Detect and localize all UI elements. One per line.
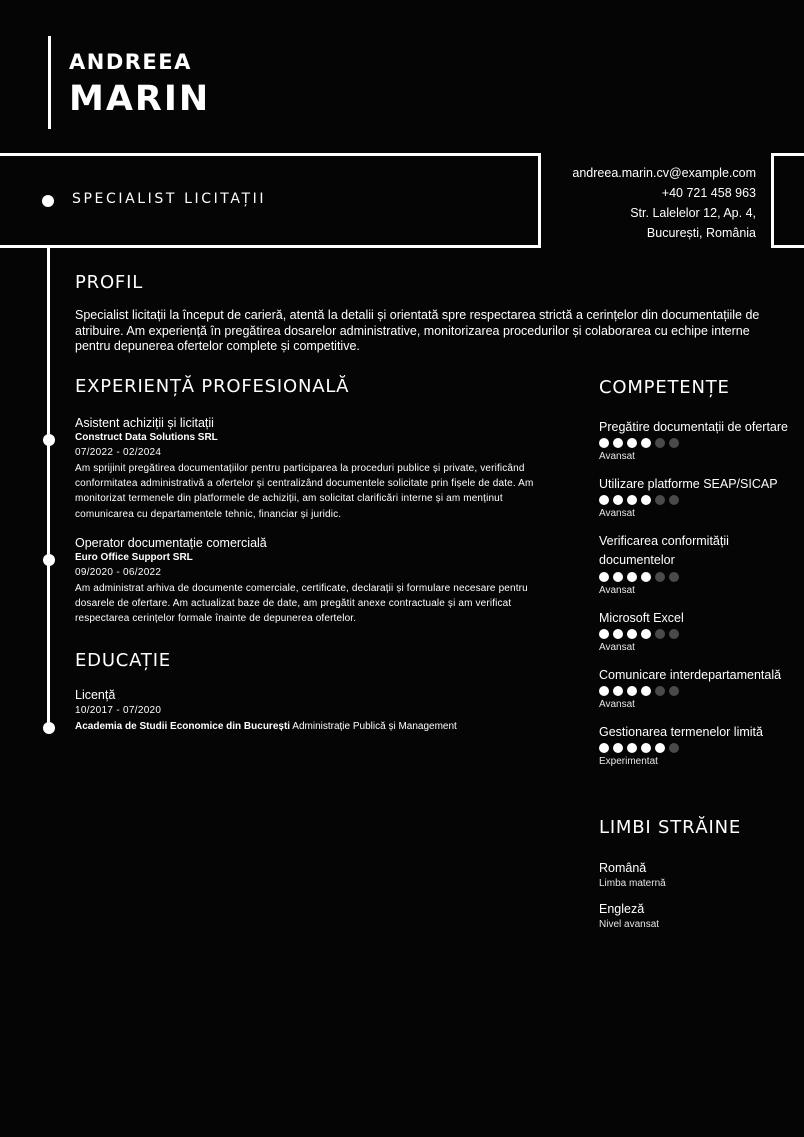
job-company: Euro Office Support SRL xyxy=(75,552,193,563)
languages-list xyxy=(599,860,799,942)
rating-dot-empty-icon xyxy=(669,629,679,639)
skill-name: Verificarea conformității documentelor xyxy=(599,534,729,567)
job-dates: 07/2022 - 02/2024 xyxy=(75,447,162,458)
skill-rating xyxy=(599,438,799,448)
rating-dot-filled-icon xyxy=(641,495,651,505)
rating-dot-filled-icon xyxy=(613,686,623,696)
section-title-skills: COMPETENȚE xyxy=(599,377,730,398)
rating-dot-filled-icon xyxy=(627,629,637,639)
skill-name: Microsoft Excel xyxy=(599,611,684,625)
job-role: Operator documentație comercială xyxy=(75,536,267,550)
section-title-experience: EXPERIENȚĂ PROFESIONALĂ xyxy=(75,376,350,397)
job-company: Construct Data Solutions SRL xyxy=(75,432,218,443)
skill-level: Avansat xyxy=(599,699,635,710)
education-institution-line xyxy=(75,719,575,735)
skills-list xyxy=(599,418,799,780)
skill-item xyxy=(599,532,799,598)
skill-rating xyxy=(599,629,799,639)
rating-dot-filled-icon xyxy=(613,495,623,505)
skill-item xyxy=(599,609,799,655)
experience-item xyxy=(75,535,555,627)
rating-dot-empty-icon xyxy=(655,572,665,582)
rating-dot-filled-icon xyxy=(599,495,609,505)
section-title-languages: LIMBI STRĂINE xyxy=(599,817,742,838)
rating-dot-empty-icon xyxy=(669,438,679,448)
contact-email[interactable]: andreea.marin.cv@example.com xyxy=(572,166,756,180)
language-item xyxy=(599,901,799,932)
rating-dot-filled-icon xyxy=(599,438,609,448)
skill-level: Experimentat xyxy=(599,756,658,767)
education-degree: Licență xyxy=(75,688,116,702)
timeline-line xyxy=(47,247,50,729)
rating-dot-filled-icon xyxy=(641,686,651,696)
language-level: Limba maternă xyxy=(599,878,666,889)
job-description: Am sprijinit pregătirea documentațiilor pentru participarea la proceduri publice și private, verificând conformitatea administrativă a ofertelor și centralizând documentele solicitate prin fișele de date. Am monitorizat termenele din platformele de achiziții, am solicitat clarificări interne și am menținut comunicarea cu departamentele tehnic, financiar și juridic. xyxy=(75,463,534,520)
rating-dot-empty-icon xyxy=(669,572,679,582)
language-level: Nivel avansat xyxy=(599,919,660,930)
contact-block xyxy=(572,163,756,243)
rating-dot-filled-icon xyxy=(599,572,609,582)
education-item xyxy=(75,687,575,735)
rating-dot-filled-icon xyxy=(599,686,609,696)
skill-item xyxy=(599,475,799,521)
rating-dot-filled-icon xyxy=(655,743,665,753)
rating-dot-filled-icon xyxy=(641,438,651,448)
rating-dot-empty-icon xyxy=(655,438,665,448)
language-name: Română xyxy=(599,861,647,875)
rating-dot-filled-icon xyxy=(627,686,637,696)
rating-dot-empty-icon xyxy=(669,686,679,696)
job-dates: 09/2020 - 06/2022 xyxy=(75,567,162,578)
skill-item xyxy=(599,666,799,712)
rating-dot-empty-icon xyxy=(669,743,679,753)
skill-item xyxy=(599,418,799,464)
rating-dot-filled-icon xyxy=(627,495,637,505)
education-school: Academia de Studii Economice din București xyxy=(75,721,291,732)
rating-dot-filled-icon xyxy=(641,743,651,753)
job-description: Am administrat arhiva de documente comerciale, certificate, declarații și formulare necesare pentru dosarele de ofertare. Am actualizat baze de date, am pregătit anexe contractuale și am verificat respectarea cerințelor formale înainte de depunerea ofertelor. xyxy=(75,583,528,625)
skill-name: Utilizare platforme SEAP/SICAP xyxy=(599,477,778,491)
experience-item xyxy=(75,415,555,522)
skill-rating xyxy=(599,686,799,696)
profile-text: Specialist licitații la început de carieră, atentă la detalii și orientată spre respectarea strictă a cerințelor din documentațiile de atribuire. Am experiență în pregătirea dosarelor administrative, monitorizarea procedurilor și colaborarea cu echipe interne pentru depunerea ofertelor complete și competitive. xyxy=(75,308,760,353)
language-item xyxy=(599,860,799,891)
education-field: Administrație Publică și Management xyxy=(292,721,457,732)
skill-level: Avansat xyxy=(599,585,635,596)
skill-rating xyxy=(599,743,799,753)
rating-dot-filled-icon xyxy=(599,743,609,753)
skill-rating xyxy=(599,495,799,505)
rating-dot-filled-icon xyxy=(641,572,651,582)
rating-dot-filled-icon xyxy=(599,629,609,639)
rating-dot-filled-icon xyxy=(641,629,651,639)
bullet-dot-icon xyxy=(42,195,54,207)
rating-dot-empty-icon xyxy=(655,686,665,696)
contact-address-line1: Str. Lalelelor 12, Ap. 4, xyxy=(630,206,756,220)
section-title-education: EDUCAȚIE xyxy=(75,650,171,671)
rating-dot-filled-icon xyxy=(613,743,623,753)
name-accent-bar xyxy=(48,36,51,129)
timeline-dot-icon xyxy=(43,722,55,734)
contact-address-line2: București, România xyxy=(646,226,756,240)
rating-dot-empty-icon xyxy=(669,495,679,505)
timeline-dot-icon xyxy=(43,554,55,566)
rating-dot-filled-icon xyxy=(613,438,623,448)
rating-dot-filled-icon xyxy=(627,572,637,582)
skill-level: Avansat xyxy=(599,508,635,519)
section-title-profile: PROFIL xyxy=(75,272,144,293)
rating-dot-filled-icon xyxy=(613,572,623,582)
skill-item xyxy=(599,723,799,769)
skill-name: Comunicare interdepartamentală xyxy=(599,668,782,682)
first-name: ANDREEA xyxy=(69,50,192,74)
rating-dot-empty-icon xyxy=(655,495,665,505)
job-role: Asistent achiziții și licitații xyxy=(75,416,214,430)
last-name: MARIN xyxy=(69,79,211,119)
skill-level: Avansat xyxy=(599,451,635,462)
decorative-box xyxy=(771,153,804,248)
rating-dot-filled-icon xyxy=(627,438,637,448)
job-title: SPECIALIST LICITAȚII xyxy=(72,191,267,207)
rating-dot-empty-icon xyxy=(655,629,665,639)
skill-level: Avansat xyxy=(599,642,635,653)
rating-dot-filled-icon xyxy=(627,743,637,753)
contact-phone[interactable]: +40 721 458 963 xyxy=(661,186,756,200)
rating-dot-filled-icon xyxy=(613,629,623,639)
language-name: Engleză xyxy=(599,902,645,916)
skill-name: Pregătire documentații de ofertare xyxy=(599,420,788,434)
skill-rating xyxy=(599,572,799,582)
timeline-dot-icon xyxy=(43,434,55,446)
education-dates: 10/2017 - 07/2020 xyxy=(75,705,162,716)
skill-name: Gestionarea termenelor limită xyxy=(599,725,763,739)
